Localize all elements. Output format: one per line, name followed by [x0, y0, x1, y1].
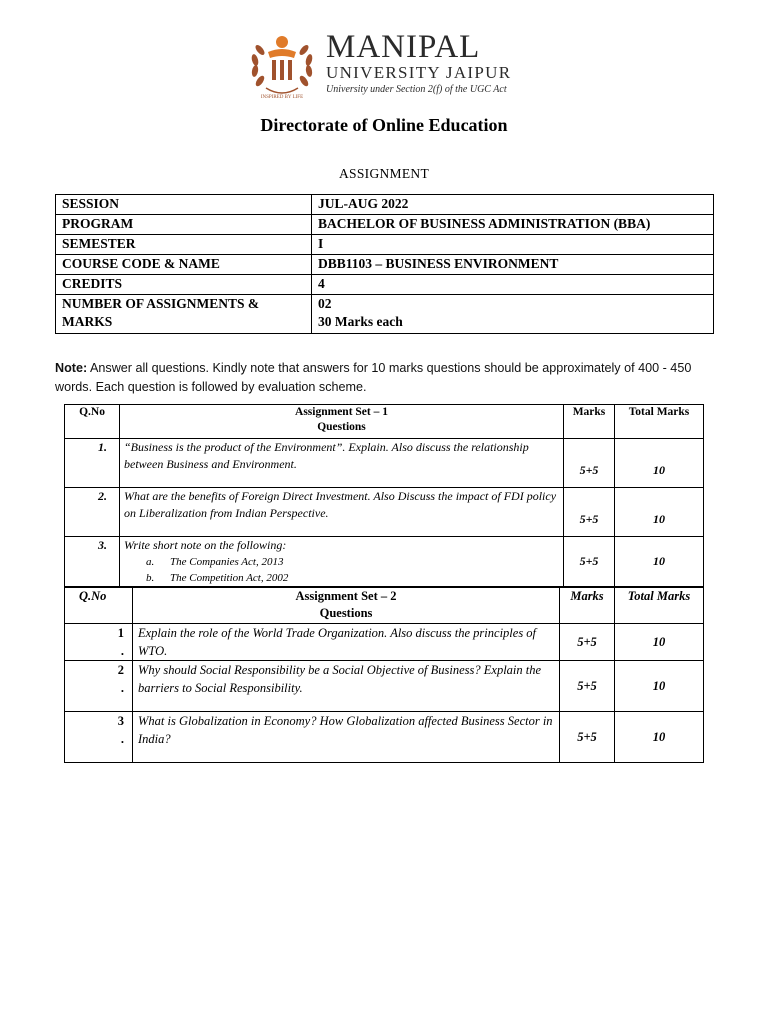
question-text: [120, 537, 564, 587]
info-key: COURSE CODE & NAME: [56, 255, 312, 275]
question-marks: 5+5: [560, 624, 615, 661]
sub-item-text: The Competition Act, 2002: [170, 572, 289, 584]
question-number: [65, 712, 133, 763]
col-marks-header: Marks: [560, 588, 615, 624]
question-text: “Business is the product of the Environment”. Explain. Also discuss the relationship between Business and Environment.: [120, 439, 564, 488]
info-value: DBB1103 – BUSINESS ENVIRONMENT: [312, 255, 714, 275]
question-number-dot: .: [120, 732, 124, 746]
table-row: [65, 488, 704, 537]
question-number: 3.: [65, 537, 120, 587]
info-key: PROGRAM: [56, 215, 312, 235]
question-number: 2.: [65, 488, 120, 537]
question-marks: 5+5: [564, 488, 615, 537]
question-prompt: Write short note on the following:: [124, 538, 287, 552]
question-total: 10: [615, 439, 704, 488]
set-title: Assignment Set – 2: [295, 589, 397, 603]
question-text: What are the benefits of Foreign Direct Investment. Also Discuss the impact of FDI policy on Liberalization from Indian Perspective.: [120, 488, 564, 537]
col-questions-header: [133, 588, 560, 624]
info-row-semester: [56, 235, 714, 255]
question-marks: 5+5: [560, 712, 615, 763]
question-marks: 5+5: [560, 661, 615, 712]
question-number: 1.: [65, 439, 120, 488]
question-text: Explain the role of the World Trade Organization. Also discuss the principles of WTO.: [133, 624, 560, 661]
table-row: [65, 537, 704, 587]
directorate-heading: Directorate of Online Education: [260, 115, 508, 135]
info-key-line: MARKS: [62, 314, 113, 329]
info-value-line: 30 Marks each: [318, 314, 403, 329]
info-key: SEMESTER: [56, 235, 312, 255]
col-total-header: Total Marks: [615, 588, 704, 624]
question-number-dot: .: [120, 644, 124, 658]
course-info-table: [55, 194, 714, 334]
assignment-set-2-table: [64, 587, 704, 763]
question-number: [65, 624, 133, 661]
instructions-note: [55, 359, 717, 397]
brand-name: MANIPAL: [326, 29, 481, 65]
assignment-set-1-table: [64, 404, 704, 587]
sub-item: [124, 570, 559, 586]
table-row: [65, 624, 704, 661]
note-text: Answer all questions. Kindly note that answers for 10 marks questions should be approximately of 400 - 450 words. Each question is followed by evaluation scheme.: [55, 361, 692, 394]
info-value-line: 02: [318, 296, 332, 311]
question-number-digit: 1: [117, 626, 124, 640]
info-key: CREDITS: [56, 275, 312, 295]
set-title: Assignment Set – 1: [295, 406, 388, 418]
question-marks: 5+5: [564, 537, 615, 587]
info-value: 4: [312, 275, 714, 295]
info-row-credits: [56, 275, 714, 295]
info-row-session: [56, 195, 714, 215]
question-total: 10: [615, 661, 704, 712]
note-label: Note:: [55, 361, 88, 375]
info-key: SESSION: [56, 195, 312, 215]
info-row-assignments: [56, 295, 714, 334]
sub-item-letter: a.: [146, 556, 155, 568]
question-total: 10: [615, 488, 704, 537]
table-header-row: [65, 405, 704, 439]
question-marks: 5+5: [564, 439, 615, 488]
questions-label: Questions: [319, 606, 373, 620]
info-value: BACHELOR OF BUSINESS ADMINISTRATION (BBA): [312, 215, 714, 235]
info-value: JUL-AUG 2022: [312, 195, 714, 215]
question-number-dot: .: [120, 681, 124, 695]
question-text: Why should Social Responsibility be a Social Objective of Business? Explain the barriers to Social Responsibility.: [133, 661, 560, 712]
table-row: [65, 661, 704, 712]
question-number: [65, 661, 133, 712]
table-row: [65, 712, 704, 763]
sub-item-text: The Companies Act, 2013: [170, 556, 284, 568]
question-total: 10: [615, 712, 704, 763]
table-row: [65, 439, 704, 488]
sub-item-letter: b.: [146, 572, 155, 584]
col-qno-header: Q.No: [65, 588, 133, 624]
table-header-row: [65, 588, 704, 624]
brand-subtitle: UNIVERSITY JAIPUR: [326, 63, 512, 82]
col-qno-header: Q.No: [65, 405, 120, 439]
info-row-course: [56, 255, 714, 275]
sub-item: [124, 554, 559, 570]
col-questions-header: [120, 405, 564, 439]
col-marks-header: Marks: [564, 405, 615, 439]
questions-label: Questions: [317, 421, 366, 433]
brand-tagline: University under Section 2(f) of the UGC Act: [326, 84, 507, 95]
info-key-line: NUMBER OF ASSIGNMENTS &: [62, 296, 260, 311]
question-total: 10: [615, 537, 704, 587]
university-logo: [246, 28, 536, 100]
question-number-digit: 2: [117, 663, 124, 677]
col-total-header: Total Marks: [615, 405, 704, 439]
info-value: [312, 295, 714, 334]
university-seal-icon: [246, 28, 318, 100]
question-total: 10: [615, 624, 704, 661]
question-text: What is Globalization in Economy? How Globalization affected Business Sector in India?: [133, 712, 560, 763]
info-value: I: [312, 235, 714, 255]
assignment-heading: ASSIGNMENT: [338, 166, 429, 181]
info-row-program: [56, 215, 714, 235]
info-key: [56, 295, 312, 334]
seal-motto: INSPIRED BY LIFE: [260, 95, 304, 100]
brand-block: [326, 30, 511, 97]
question-number-digit: 3: [117, 714, 124, 728]
